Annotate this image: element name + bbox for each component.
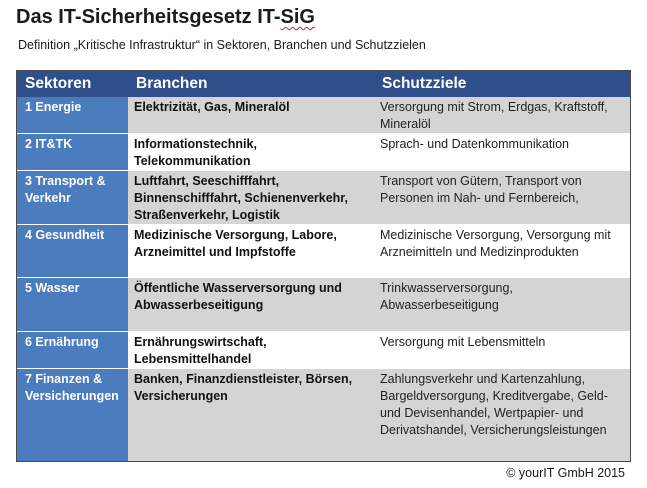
sektor-cell: 6 Ernährung — [17, 332, 128, 369]
sektor-cell: 4 Gesundheit — [17, 225, 128, 278]
branchen-cell: Informationstechnik, Telekommunikation — [128, 134, 374, 171]
schutzziele-cell: Transport von Gütern, Transport von Personen im Nah- und Fernbereich, — [374, 171, 630, 225]
branchen-cell: Banken, Finanzdienstleister, Börsen, Versicherungen — [128, 369, 374, 463]
schutzziele-cell: Trinkwasserversorgung, Abwasserbeseitigung — [374, 278, 630, 332]
schutzziele-cell: Versorgung mit Lebensmitteln — [374, 332, 630, 369]
header-schutzziele: Schutzziele — [374, 71, 630, 97]
sektor-cell: 5 Wasser — [17, 278, 128, 332]
header-branchen: Branchen — [128, 71, 374, 97]
schutzziele-cell: Zahlungsverkehr und Kartenzahlung, Bargeldversorgung, Kreditvergabe, Geld- und Devisenhandel, Wertpapier- und Derivatshandel, Versicherungsleistungen — [374, 369, 630, 463]
sektor-cell: 7 Finanzen & Versicherungen — [17, 369, 128, 463]
header-sektoren: Sektoren — [17, 71, 128, 97]
table-row — [17, 369, 630, 463]
sektor-cell: 1 Energie — [17, 97, 128, 134]
table-row — [17, 171, 630, 225]
schutzziele-cell: Sprach- und Datenkommunikation — [374, 134, 630, 171]
title-prefix: Das IT-Sicherheitsgesetz IT- — [16, 6, 281, 28]
schutzziele-cell: Medizinische Versorgung, Versorgung mit Arzneimitteln und Medizinprodukten — [374, 225, 630, 278]
branchen-cell: Öffentliche Wasserversorgung und Abwasserbeseitigung — [128, 278, 374, 332]
page-title — [16, 6, 315, 29]
table-header-row — [17, 71, 630, 97]
branchen-cell: Luftfahrt, Seeschifffahrt, Binnenschifffahrt, Schienenverkehr, Straßenverkehr, Logistik — [128, 171, 374, 225]
branchen-cell: Ernährungswirtschaft, Lebensmittelhandel — [128, 332, 374, 369]
table-row — [17, 97, 630, 134]
table-row — [17, 225, 630, 278]
page-subtitle: Definition „Kritische Infrastruktur“ in Sektoren, Branchen und Schutzzielen — [18, 38, 426, 52]
kritis-table — [16, 70, 631, 462]
kritis-table-grid — [17, 71, 630, 462]
schutzziele-cell: Versorgung mit Strom, Erdgas, Kraftstoff, Mineralöl — [374, 97, 630, 134]
sektor-cell: 3 Transport & Verkehr — [17, 171, 128, 225]
branchen-cell: Medizinische Versorgung, Labore, Arzneimittel und Impfstoffe — [128, 225, 374, 278]
table-row — [17, 332, 630, 369]
title-sig: SiG — [280, 6, 315, 28]
table-row — [17, 134, 630, 171]
table-row — [17, 278, 630, 332]
copyright-notice: © yourIT GmbH 2015 — [506, 466, 625, 480]
sektor-cell: 2 IT&TK — [17, 134, 128, 171]
branchen-cell: Elektrizität, Gas, Mineralöl — [128, 97, 374, 134]
